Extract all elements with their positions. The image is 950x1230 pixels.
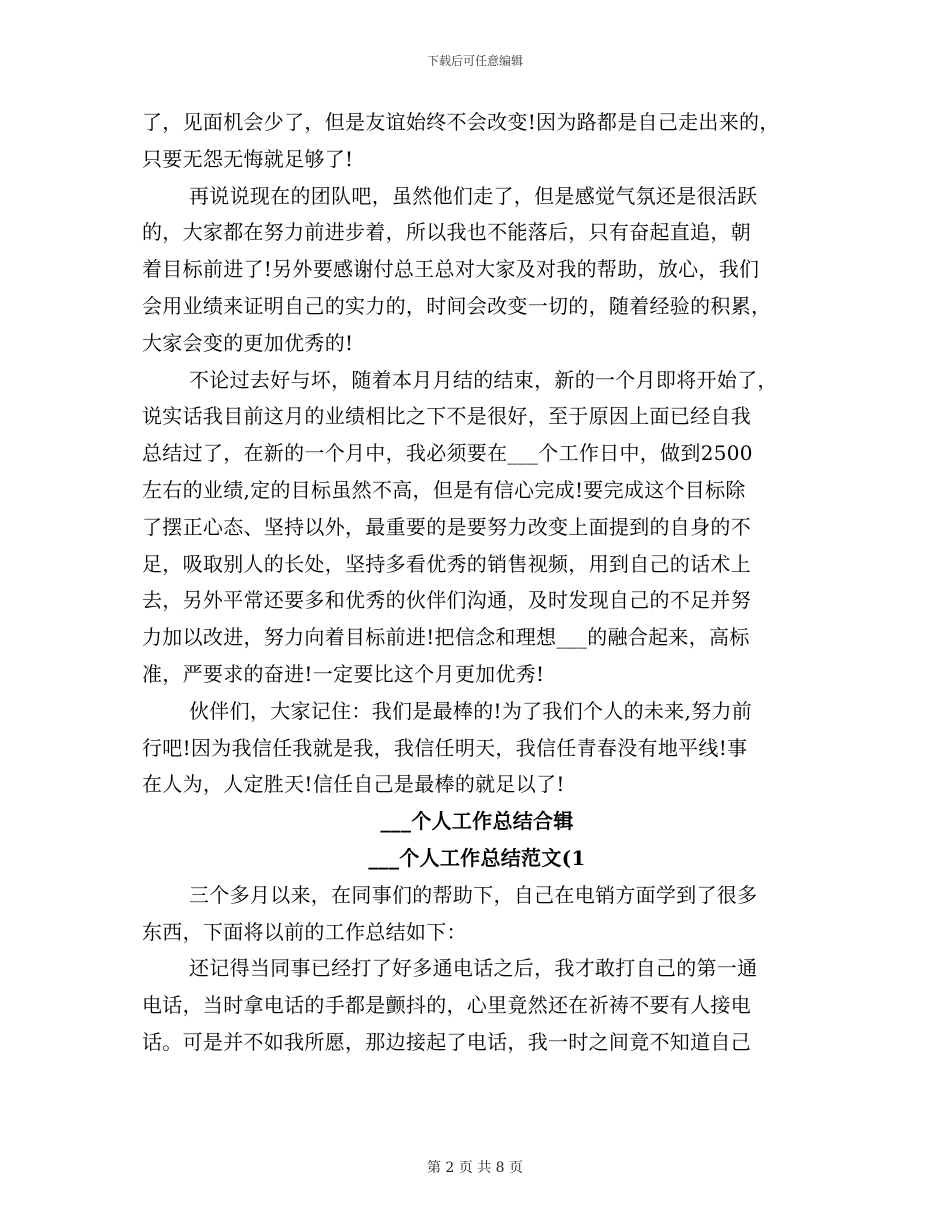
text-line: 三个多月以来，在同事们的帮助下，自己在电销方面学到了很多 xyxy=(189,882,758,907)
section-heading: ___个人工作总结合辑 xyxy=(380,809,574,834)
text-line: 东西，下面将以前的工作总结如下： xyxy=(142,919,467,944)
text-line: 去，另外平常还要多和优秀的伙伴们沟通，及时发现自己的不足并努 xyxy=(142,588,751,613)
text-line: 左右的业绩,定的目标虽然不高，但是有信心完成!要完成这个目标除 xyxy=(142,477,746,502)
text-line: 了，见面机会少了，但是友谊始终不会改变!因为路都是自己走出来的， xyxy=(142,110,780,134)
text-line: 电话，当时拿电话的手都是颤抖的，心里竟然还在祈祷不要有人接电 xyxy=(142,993,751,1018)
text-line: 力加以改进，努力向着目标前进!把信念和理想___的融合起来，高标 xyxy=(142,625,750,650)
text-line: 准，严要求的奋进!一定要比这个月更加优秀! xyxy=(142,661,545,686)
text-line: 的，大家都在努力前进步着，所以我也不能落后，只有奋起直追，朝 xyxy=(142,220,751,245)
document-body xyxy=(142,104,812,1061)
text-line: 大家会变的更加优秀的! xyxy=(142,330,354,355)
text-line: 了摆正心态、坚持以外，最重要的是要努力改变上面提到的自身的不 xyxy=(142,514,751,539)
text-line: 着目标前进了!另外要感谢付总王总对大家及对我的帮助，放心，我们 xyxy=(142,257,760,282)
text-line: 还记得当同事已经打了好多通电话之后，我才敢打自己的第一通 xyxy=(189,956,758,981)
text-line: 行吧!因为我信任我就是我，我信任明天，我信任青春没有地平线!事 xyxy=(142,735,748,760)
text-line: 总结过了，在新的一个月中，我必须要在___个工作日中，做到2500 xyxy=(142,441,753,466)
text-line: 会用业绩来证明自己的实力的，时间会改变一切的，随着经验的积累， xyxy=(142,293,772,318)
text-line: 说实话我目前这月的业绩相比之下不是很好，至于原因上面已经自我 xyxy=(142,404,751,429)
text-line: 在人为，人定胜天!信任自己是最棒的就足以了! xyxy=(142,772,565,797)
text-line: 足，吸取别人的长处，坚持多看优秀的销售视频，用到自己的话术上 xyxy=(142,551,751,576)
header-note: 下载后可任意编辑 xyxy=(426,54,523,68)
text-line: 只要无怨无悔就足够了! xyxy=(142,146,354,171)
page-footer: 第 2 页 共 8 页 xyxy=(426,1160,524,1176)
text-line: 话。可是并不如我所愿，那边接起了电话，我一时之间竟不知道自己 xyxy=(142,1029,751,1054)
section-heading: ___个人工作总结范文(1 xyxy=(368,845,586,870)
text-line: 伙伴们，大家记住：我们是最棒的!为了我们个人的未来,努力前 xyxy=(189,698,753,723)
text-line: 再说说现在的团队吧，虽然他们走了，但是感觉气氛还是很活跃 xyxy=(189,183,758,208)
text-line: 不论过去好与坏，随着本月月结的结束，新的一个月即将开始了， xyxy=(189,367,778,392)
